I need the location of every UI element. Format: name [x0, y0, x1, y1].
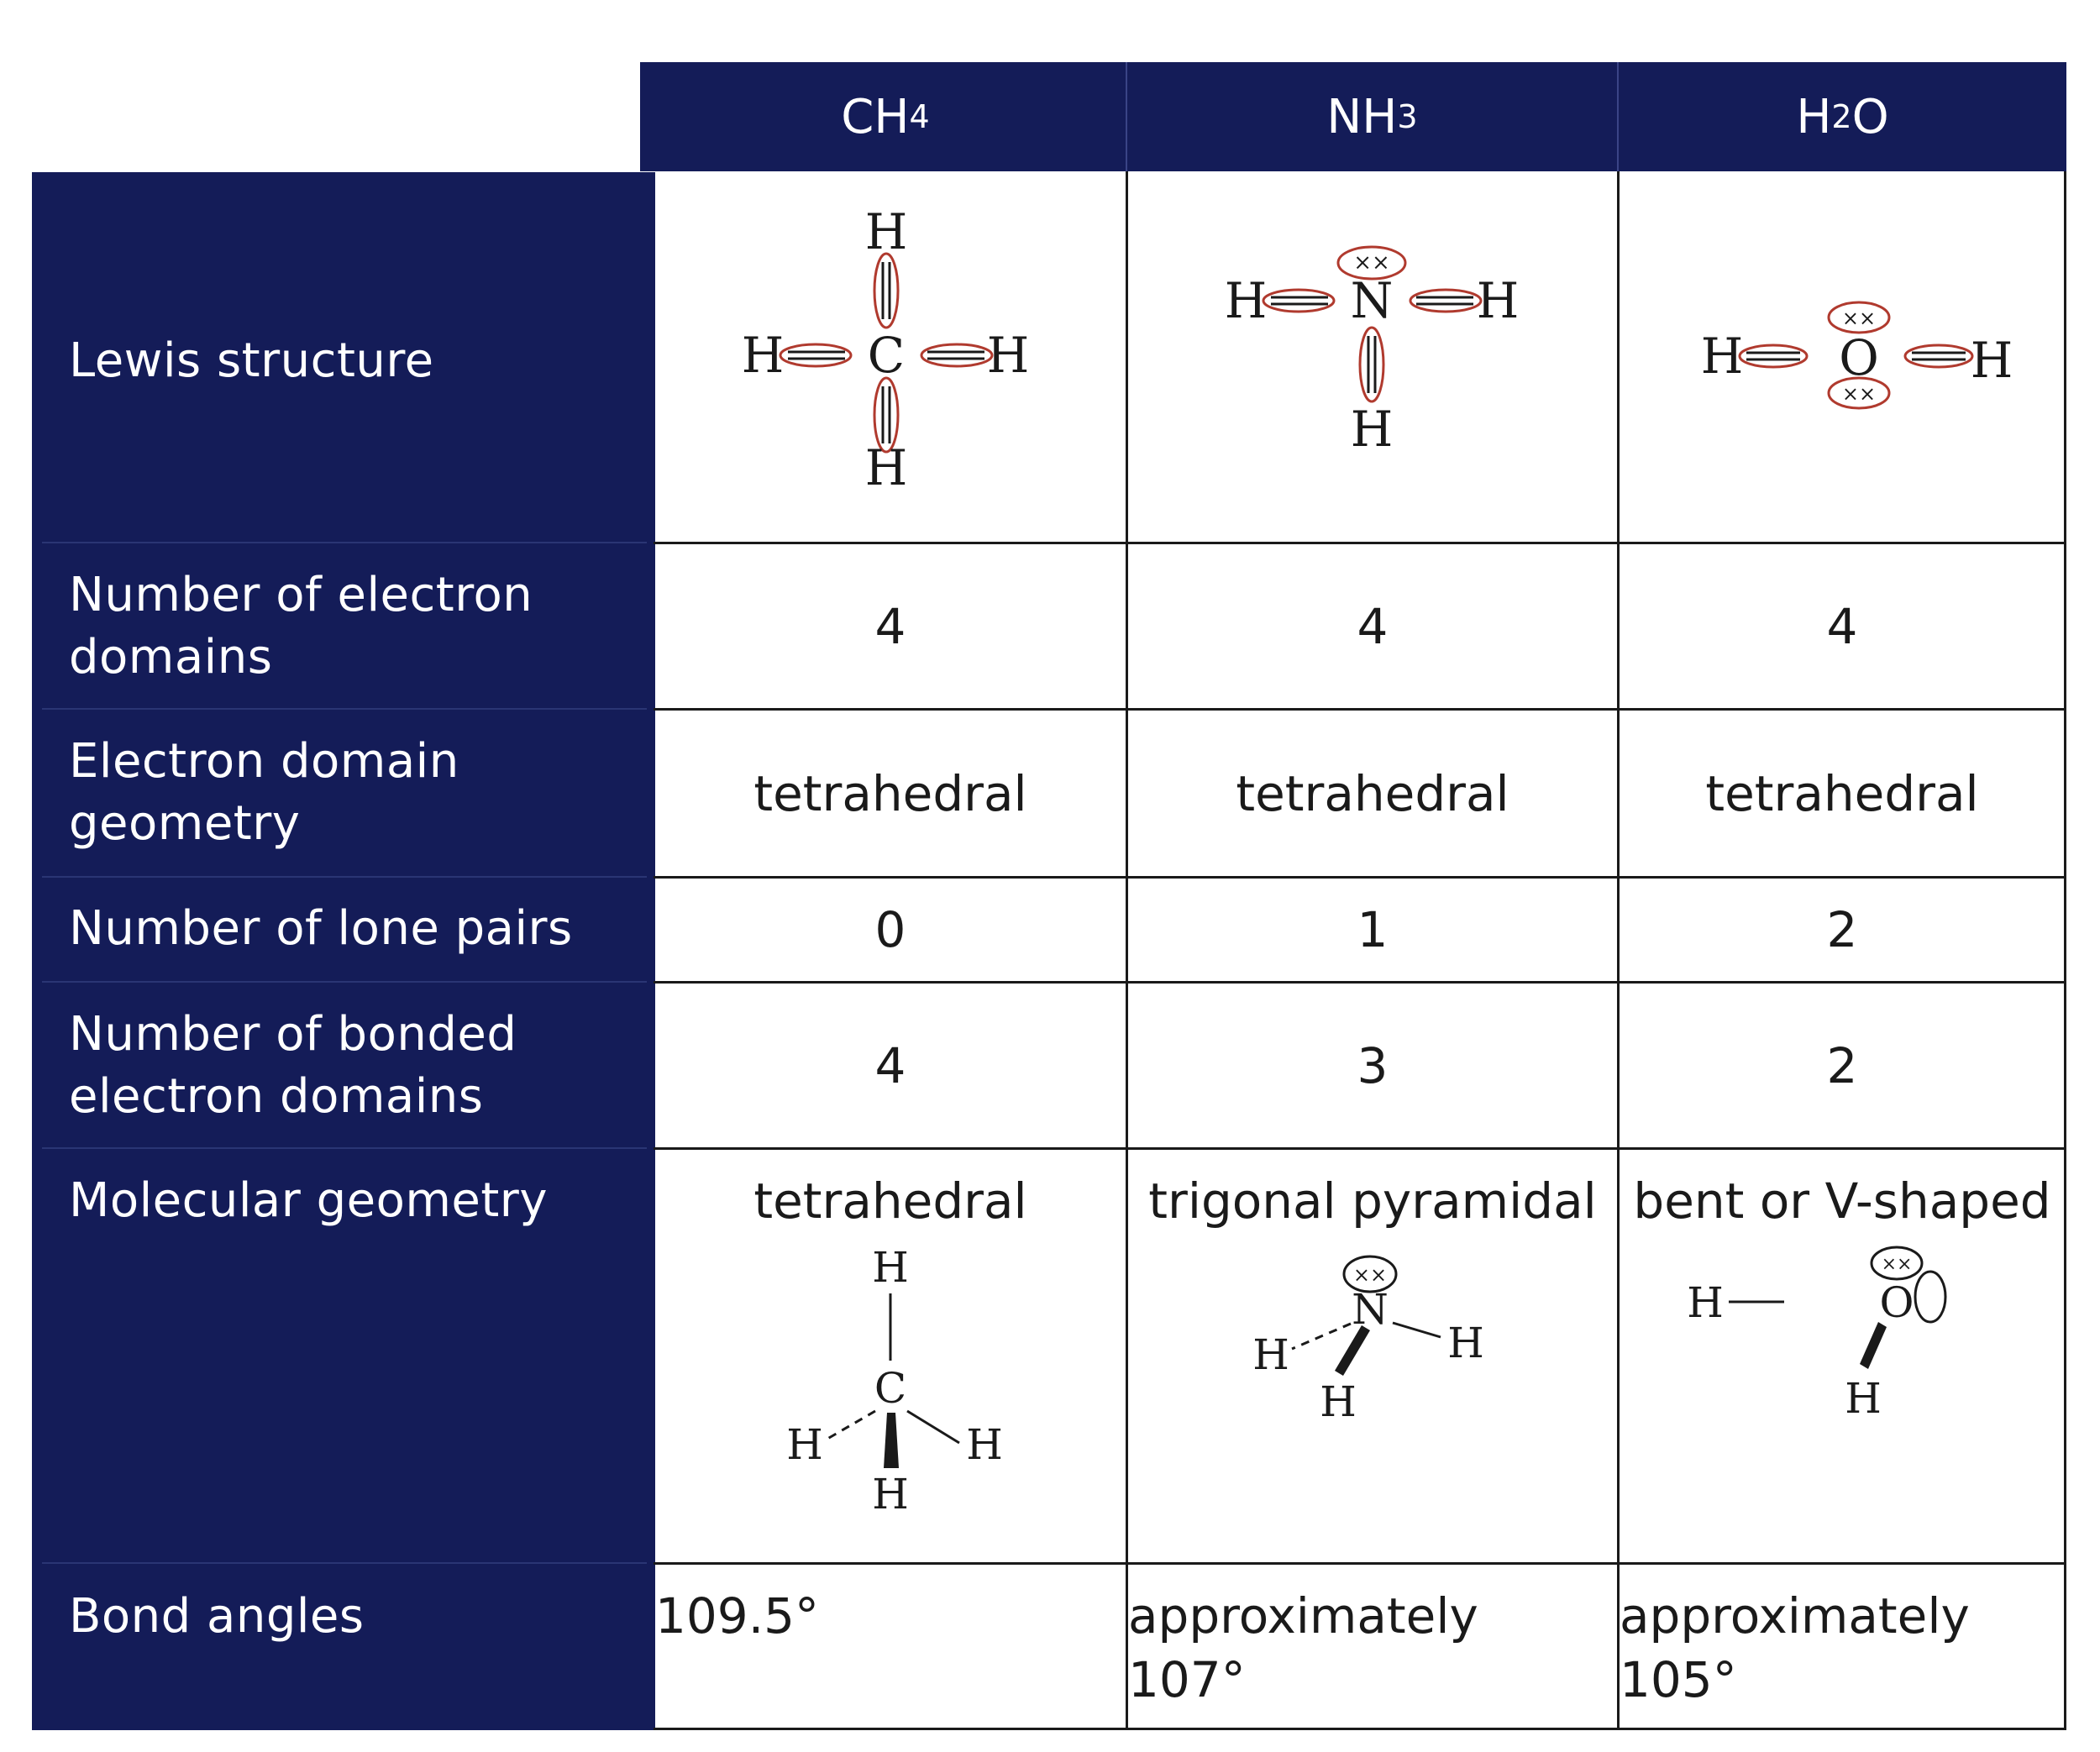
atom-h: H: [1252, 1330, 1289, 1379]
atom-h: H: [1350, 401, 1394, 458]
cell-electron-domains-h2o: 4: [1826, 597, 1858, 655]
row-divider: [42, 1147, 647, 1149]
cell-bonded-domains-ch4: 4: [874, 1036, 906, 1094]
label-bond-angles: Bond angles: [69, 1589, 365, 1644]
row-divider: [42, 1562, 647, 1564]
row-divider: [42, 708, 647, 710]
atom-o: O: [1879, 1278, 1914, 1327]
cell-lone-pairs-nh3: 1: [1357, 901, 1389, 958]
molecule-drawing-h2o: [1620, 1243, 2065, 1545]
lone-pair-mark: ××: [1881, 1254, 1913, 1275]
row-divider: [42, 981, 647, 983]
lone-pair-mark: ××: [1352, 1263, 1388, 1287]
label-electron-domains: Number of electron domains: [69, 568, 533, 685]
cell-bond-angle-ch4: 109.5°: [655, 1587, 820, 1644]
atom-h: H: [872, 1243, 909, 1292]
atom-h: H: [786, 1420, 823, 1469]
label-bonded-domains: Number of bonded electron domains: [69, 1007, 517, 1124]
grid-line: [654, 1562, 2066, 1565]
atom-h: H: [1687, 1278, 1724, 1327]
atom-h: H: [1224, 272, 1268, 329]
atom-h: H: [1320, 1377, 1357, 1426]
lewis-structure-ch4: [655, 173, 1126, 541]
cell-domain-geometry-nh3: tetrahedral: [1236, 764, 1509, 822]
cell-molecular-geometry-h2o: bent or V-shaped: [1633, 1172, 2051, 1230]
cell-lone-pairs-h2o: 2: [1826, 901, 1858, 958]
atom-h: H: [986, 327, 1030, 384]
atom-h: H: [1476, 272, 1520, 329]
atom-h: H: [1970, 332, 2013, 389]
grid-line: [654, 1147, 2066, 1150]
cell-electron-domains-ch4: 4: [874, 597, 906, 655]
cell-molecular-geometry-nh3: trigonal pyramidal: [1148, 1172, 1597, 1230]
lone-pair-mark: ××: [1353, 250, 1390, 275]
atom-h: H: [864, 439, 908, 496]
row-divider: [42, 876, 647, 878]
cell-bonded-domains-h2o: 2: [1826, 1036, 1858, 1094]
cell-domain-geometry-h2o: tetrahedral: [1705, 764, 1979, 822]
atom-n: N: [1350, 272, 1394, 329]
molecule-drawing-ch4: [655, 1243, 1126, 1545]
atom-h: H: [1700, 328, 1744, 385]
atom-h: H: [872, 1470, 909, 1519]
label-molecular-geometry: Molecular geometry: [69, 1173, 548, 1228]
lone-pair-mark: ××: [1841, 307, 1877, 330]
cell-bond-angle-nh3: approximately 107°: [1128, 1587, 1478, 1708]
cell-electron-domains-nh3: 4: [1357, 597, 1389, 655]
atom-h: H: [1447, 1319, 1484, 1367]
column-header-ch4: CH 4: [841, 89, 930, 144]
atom-c: C: [867, 327, 906, 384]
atom-c: C: [874, 1364, 907, 1413]
cell-molecular-geometry-ch4: tetrahedral: [753, 1172, 1027, 1230]
label-lone-pairs: Number of lone pairs: [69, 901, 573, 956]
atom-h: H: [864, 203, 908, 260]
label-electron-domain-geometry: Electron domain geometry: [69, 734, 459, 851]
cell-lone-pairs-ch4: 0: [874, 901, 906, 958]
lone-pair-mark: ××: [1841, 382, 1877, 406]
label-lewis-structure: Lewis structure: [69, 333, 434, 388]
column-header-h2o: H 2 O: [1796, 89, 1889, 144]
atom-o: O: [1839, 329, 1879, 386]
lewis-structure-nh3: [1128, 173, 1617, 541]
atom-h: H: [741, 327, 785, 384]
atom-h: H: [966, 1420, 1003, 1469]
row-divider: [42, 542, 647, 543]
cell-bond-angle-h2o: approximately 105°: [1620, 1587, 1970, 1708]
atom-n: N: [1352, 1285, 1389, 1334]
cell-bonded-domains-nh3: 3: [1357, 1036, 1389, 1094]
cell-domain-geometry-ch4: tetrahedral: [753, 764, 1027, 822]
molecule-drawing-nh3: [1128, 1243, 1617, 1545]
grid-line: [654, 1728, 2066, 1730]
column-header-nh3: NH 3: [1326, 89, 1418, 144]
lewis-structure-h2o: [1620, 173, 2065, 541]
atom-h: H: [1845, 1374, 1882, 1423]
